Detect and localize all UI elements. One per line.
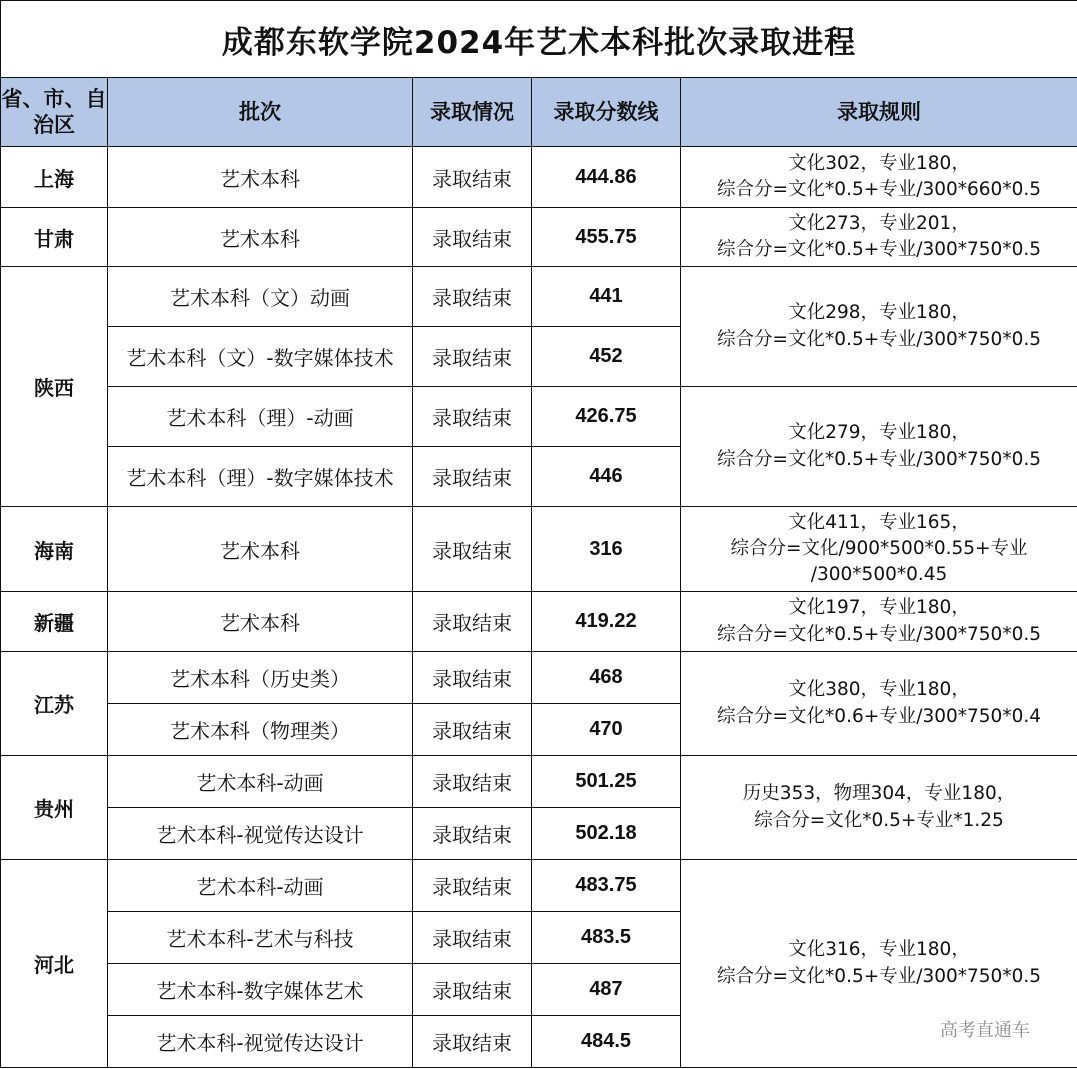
- status-cell: 录取结束: [413, 447, 532, 507]
- rule-cell: 文化302，专业180， 综合分=文化*0.5+专业/300*660*0.5: [681, 147, 1077, 208]
- status-cell: 录取结束: [413, 912, 532, 964]
- batch-cell: 艺术本科（物理类）: [108, 704, 413, 756]
- status-cell: 录取结束: [413, 592, 532, 652]
- score-cell: 446: [532, 447, 681, 507]
- batch-cell: 艺术本科（历史类）: [108, 652, 413, 704]
- rule-cell: 文化298，专业180， 综合分=文化*0.5+专业/300*750*0.5: [681, 267, 1077, 387]
- province-cell: 江苏: [1, 652, 108, 756]
- score-cell: 426.75: [532, 387, 681, 447]
- province-cell: 陕西: [1, 267, 108, 507]
- batch-cell: 艺术本科: [108, 507, 413, 592]
- score-cell: 444.86: [532, 147, 681, 208]
- rule-cell: 文化279，专业180， 综合分=文化*0.5+专业/300*750*0.5: [681, 387, 1077, 507]
- status-cell: 录取结束: [413, 704, 532, 756]
- table-row: [1, 147, 1077, 208]
- status-cell: 录取结束: [413, 208, 532, 267]
- status-cell: 录取结束: [413, 507, 532, 592]
- rule-cell: 历史353，物理304，专业180， 综合分=文化*0.5+专业*1.25: [681, 756, 1077, 860]
- batch-cell: 艺术本科（理）-数字媒体技术: [108, 447, 413, 507]
- score-cell: 470: [532, 704, 681, 756]
- status-cell: 录取结束: [413, 1016, 532, 1068]
- batch-cell: 艺术本科-视觉传达设计: [108, 1016, 413, 1068]
- table-row: [1, 756, 1077, 808]
- header-rule: 录取规则: [681, 78, 1077, 147]
- score-cell: 487: [532, 964, 681, 1016]
- score-cell: 468: [532, 652, 681, 704]
- header-score: 录取分数线: [532, 78, 681, 147]
- batch-cell: 艺术本科-视觉传达设计: [108, 808, 413, 860]
- batch-cell: 艺术本科-动画: [108, 860, 413, 912]
- rule-cell: 文化197，专业180， 综合分=文化*0.5+专业/300*750*0.5: [681, 592, 1077, 652]
- header-batch: 批次: [108, 78, 413, 147]
- table-row: [1, 387, 1077, 447]
- status-cell: 录取结束: [413, 267, 532, 327]
- table-row: [1, 208, 1077, 267]
- table-header-row: [1, 78, 1077, 147]
- status-cell: 录取结束: [413, 756, 532, 808]
- rule-cell: 文化411，专业165， 综合分=文化/900*500*0.55+专业 /300*500*0.45: [681, 507, 1077, 592]
- batch-cell: 艺术本科: [108, 208, 413, 267]
- score-cell: 316: [532, 507, 681, 592]
- batch-cell: 艺术本科（理）-动画: [108, 387, 413, 447]
- page-title: 成都东软学院2024年艺术本科批次录取进程: [1, 1, 1077, 78]
- table-row: [1, 592, 1077, 652]
- batch-cell: 艺术本科-动画: [108, 756, 413, 808]
- score-cell: 452: [532, 327, 681, 387]
- status-cell: 录取结束: [413, 147, 532, 208]
- table-row: [1, 267, 1077, 327]
- status-cell: 录取结束: [413, 808, 532, 860]
- rule-cell: 文化380，专业180， 综合分=文化*0.6+专业/300*750*0.4: [681, 652, 1077, 756]
- batch-cell: 艺术本科: [108, 147, 413, 208]
- batch-cell: 艺术本科（文）-数字媒体技术: [108, 327, 413, 387]
- score-cell: 501.25: [532, 756, 681, 808]
- score-cell: 455.75: [532, 208, 681, 267]
- rule-cell: 文化316，专业180， 综合分=文化*0.5+专业/300*750*0.5: [681, 860, 1077, 1068]
- score-cell: 502.18: [532, 808, 681, 860]
- status-cell: 录取结束: [413, 387, 532, 447]
- province-cell: 贵州: [1, 756, 108, 860]
- score-cell: 483.75: [532, 860, 681, 912]
- score-cell: 441: [532, 267, 681, 327]
- province-cell: 海南: [1, 507, 108, 592]
- province-cell: 新疆: [1, 592, 108, 652]
- watermark: 高考直通车: [940, 1020, 1030, 1041]
- rule-cell: 文化273，专业201， 综合分=文化*0.5+专业/300*750*0.5: [681, 208, 1077, 267]
- status-cell: 录取结束: [413, 327, 532, 387]
- table-row: [1, 652, 1077, 704]
- score-cell: 484.5: [532, 1016, 681, 1068]
- batch-cell: 艺术本科-数字媒体艺术: [108, 964, 413, 1016]
- batch-cell: 艺术本科: [108, 592, 413, 652]
- header-status: 录取情况: [413, 78, 532, 147]
- batch-cell: 艺术本科（文）动画: [108, 267, 413, 327]
- table-row: [1, 507, 1077, 592]
- status-cell: 录取结束: [413, 860, 532, 912]
- score-cell: 419.22: [532, 592, 681, 652]
- score-cell: 483.5: [532, 912, 681, 964]
- status-cell: 录取结束: [413, 652, 532, 704]
- table-row: [1, 860, 1077, 912]
- batch-cell: 艺术本科-艺术与科技: [108, 912, 413, 964]
- status-cell: 录取结束: [413, 964, 532, 1016]
- province-cell: 上海: [1, 147, 108, 208]
- header-province: 省、市、自治区: [1, 78, 108, 147]
- province-cell: 甘肃: [1, 208, 108, 267]
- province-cell: 河北: [1, 860, 108, 1068]
